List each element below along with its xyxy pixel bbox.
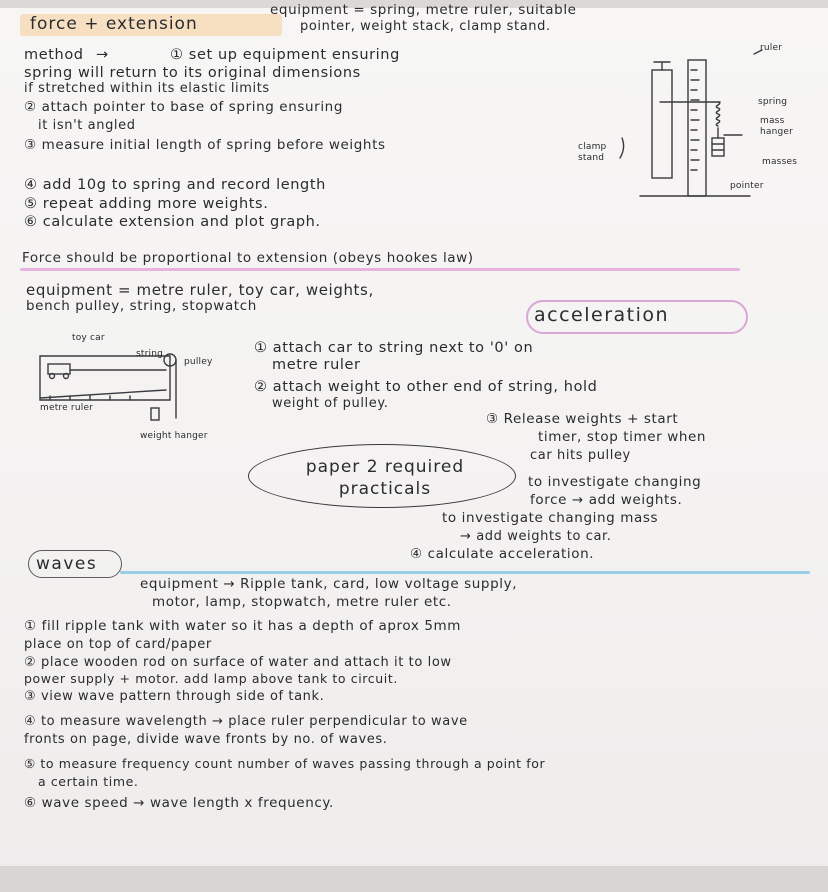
- fe-step-1: ① set up equipment ensuring: [170, 47, 400, 63]
- label-ruler: ruler: [760, 43, 783, 53]
- accel-invest-1b: force → add weights.: [530, 492, 683, 508]
- accel-invest-2b: → add weights to car.: [460, 529, 612, 544]
- waves-title: waves: [36, 554, 98, 574]
- label-toy-car: toy car: [72, 333, 105, 343]
- equipment-line-1: equipment = spring, metre ruler, suitable: [270, 2, 577, 18]
- accel-equipment-line-2: bench pulley, string, stopwatch: [26, 298, 257, 314]
- label-weight-hanger: weight hanger: [140, 431, 208, 441]
- accel-step-3: ③ Release weights + start: [486, 411, 679, 427]
- label-pointer: pointer: [730, 181, 764, 191]
- waves-step-3: ③ view wave pattern through side of tank.: [24, 689, 325, 704]
- fe-step-1c: if stretched within its elastic limits: [24, 81, 270, 96]
- label-mass-hanger: mass hanger: [760, 116, 794, 137]
- accel-invest-1: to investigate changing: [528, 474, 702, 490]
- label-pulley: pulley: [184, 357, 213, 367]
- waves-step-2: ② place wooden rod on surface of water and attach it to low: [24, 655, 452, 670]
- label-metre-ruler: metre ruler: [40, 403, 94, 413]
- waves-underline: [120, 571, 810, 574]
- label-clamp-stand: clamp stand: [578, 142, 607, 163]
- accel-step-2: ② attach weight to other end of string, hold: [254, 379, 598, 395]
- label-string: string: [136, 349, 164, 359]
- fe-step-2: ② attach pointer to base of spring ensuring: [24, 99, 343, 115]
- fe-step-6: ⑥ calculate extension and plot graph.: [24, 214, 321, 230]
- acceleration-title: acceleration: [534, 304, 670, 326]
- conclusion-underline: [20, 268, 740, 271]
- fe-step-5: ⑤ repeat adding more weights.: [24, 196, 269, 212]
- fe-step-3: ③ measure initial length of spring before weights: [24, 137, 386, 153]
- accel-step-1b: metre ruler: [272, 357, 361, 373]
- waves-step-6: ⑥ wave speed → wave length x frequency.: [24, 795, 334, 811]
- waves-step-2b: power supply + motor. add lamp above tank to circuit.: [24, 671, 398, 686]
- label-masses: masses: [762, 157, 798, 167]
- force-extension-title: force + extension: [30, 14, 198, 34]
- fe-step-1b: spring will return to its original dimensions: [24, 65, 361, 81]
- required-practicals-callout: paper 2 required practicals: [305, 457, 465, 499]
- waves-equipment-line-1: equipment → Ripple tank, card, low voltage supply,: [140, 576, 518, 592]
- equipment-line-2: pointer, weight stack, clamp stand.: [300, 19, 551, 34]
- waves-step-4: ④ to measure wavelength → place ruler perpendicular to wave: [24, 714, 468, 729]
- accel-step-3c: car hits pulley: [530, 448, 631, 463]
- accel-invest-2: to investigate changing mass: [442, 510, 659, 526]
- waves-step-5b: a certain time.: [38, 774, 139, 789]
- waves-step-5: ⑤ to measure frequency count number of waves passing through a point for: [24, 756, 546, 771]
- fe-step-2b: it isn't angled: [38, 118, 136, 133]
- page-bottom-edge: [0, 866, 828, 892]
- waves-equipment-line-2: motor, lamp, stopwatch, metre ruler etc.: [152, 594, 452, 610]
- waves-step-1: ① fill ripple tank with water so it has a depth of aprox 5mm: [24, 618, 462, 634]
- fe-conclusion: Force should be proportional to extension (obeys hookes law): [22, 250, 474, 266]
- accel-step-1: ① attach car to string next to '0' on: [254, 340, 534, 356]
- label-spring: spring: [758, 97, 788, 107]
- accel-step-2b: weight of pulley.: [272, 396, 389, 411]
- accel-step-4: ④ calculate acceleration.: [410, 546, 595, 562]
- waves-step-1b: place on top of card/paper: [24, 637, 212, 652]
- method-arrow: →: [96, 47, 109, 63]
- waves-step-4b: fronts on page, divide wave fronts by no. of waves.: [24, 732, 388, 747]
- accel-equipment-line-1: equipment = metre ruler, toy car, weights,: [26, 281, 374, 299]
- method-label: method: [24, 47, 84, 63]
- accel-step-3b: timer, stop timer when: [538, 429, 707, 445]
- fe-step-4: ④ add 10g to spring and record length: [24, 177, 326, 193]
